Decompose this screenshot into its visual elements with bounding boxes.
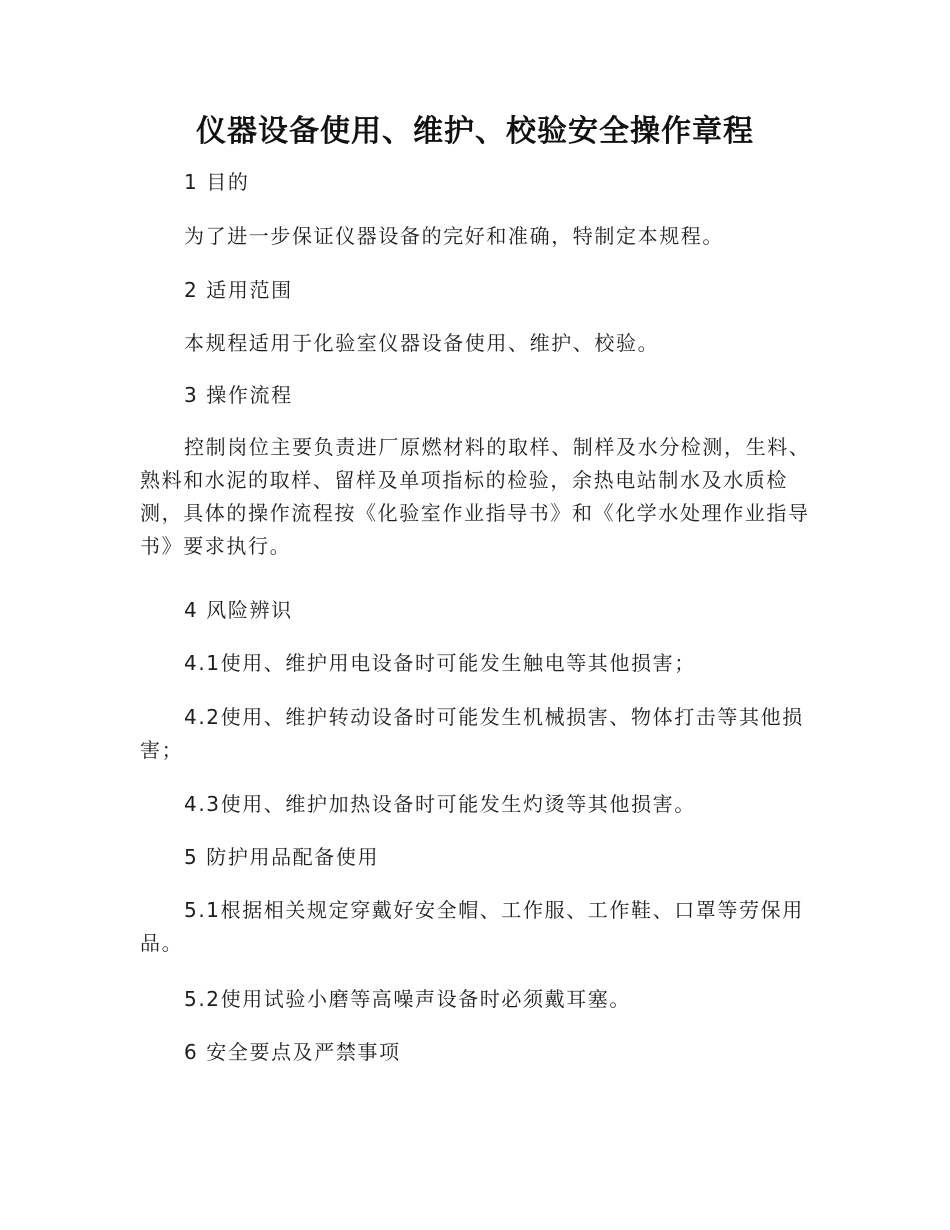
section-heading-safety: 6 安全要点及严禁事项 <box>184 1040 401 1064</box>
paragraph-procedure: 控制岗位主要负责进厂原燃材料的取样、制样及水分检测，生料、熟料和水泥的取样、留样及单项指标的检验，余热电站制水及水质检测，具体的操作流程按《化验室作业指导书》和《化学水处理作业指导书》要求执行。 <box>140 435 811 558</box>
paragraph-risk-4-3: 4.3使用、维护加热设备时可能发生灼烫等其他损害。 <box>184 792 696 816</box>
section-heading-ppe: 5 防护用品配备使用 <box>184 845 380 869</box>
paragraph-risk-4-2: 4.2使用、维护转动设备时可能发生机械损害、物体打击等其他损害； <box>140 705 804 762</box>
paragraph-scope: 本规程适用于化验室仪器设备使用、维护、校验。 <box>184 331 660 355</box>
paragraph-purpose: 为了进一步保证仪器设备的完好和准确，特制定本规程。 <box>184 224 724 248</box>
section-heading-risk: 4 风险辨识 <box>184 598 293 622</box>
paragraph-ppe-5-1: 5.1根据相关规定穿戴好安全帽、工作服、工作鞋、口罩等劳保用品。 <box>140 898 804 955</box>
section-heading-purpose: 1 目的 <box>184 170 250 194</box>
paragraph-ppe-5-2: 5.2使用试验小磨等高噪声设备时必须戴耳塞。 <box>184 987 632 1011</box>
section-heading-procedure: 3 操作流程 <box>184 383 293 407</box>
section-heading-scope: 2 适用范围 <box>184 278 293 302</box>
paragraph-risk-4-1: 4.1使用、维护用电设备时可能发生触电等其他损害； <box>184 651 696 675</box>
document-title: 仪器设备使用、维护、校验安全操作章程 <box>196 114 754 149</box>
